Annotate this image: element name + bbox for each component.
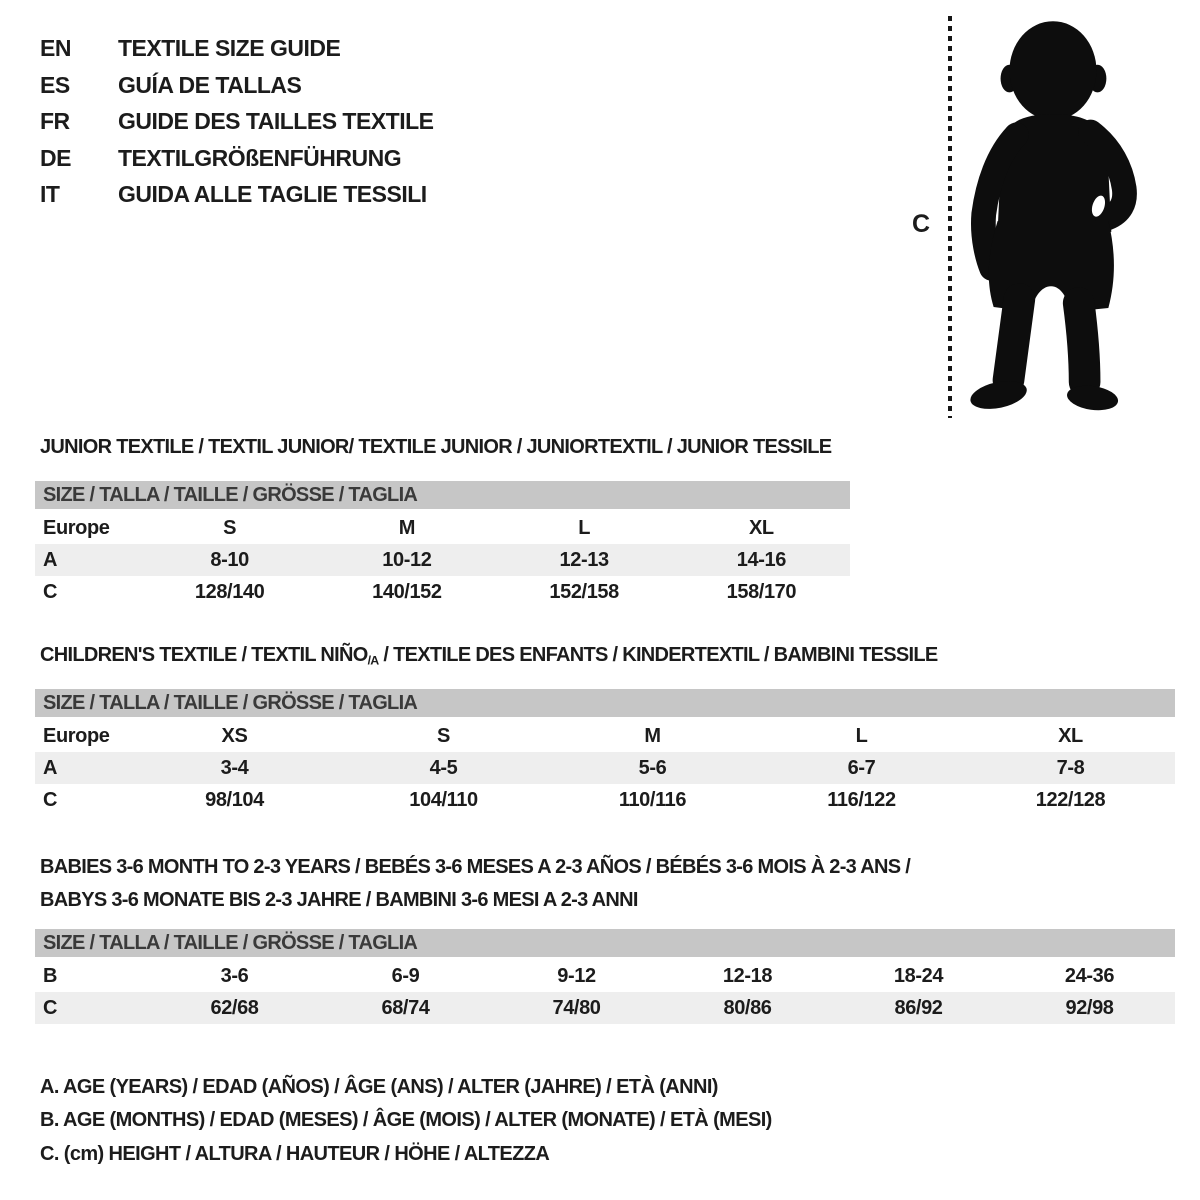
- children-title-part: CHILDREN'S TEXTILE / TEXTIL NIÑO: [40, 644, 368, 666]
- junior-size-table: [35, 481, 850, 608]
- height-cell: 92/98: [1065, 997, 1114, 1019]
- height-cell: 104/110: [409, 789, 478, 811]
- height-cell: 86/92: [894, 997, 943, 1019]
- table-row-height-cm: [35, 576, 850, 608]
- row-label: C: [43, 789, 58, 811]
- babies-size-table: [35, 929, 1175, 1024]
- table-row-height-cm: [35, 992, 1175, 1024]
- size-cell: XL: [748, 517, 774, 539]
- language-code: ES: [40, 71, 70, 98]
- legend-line-b: B. AGE (MONTHS) / EDAD (MESES) / ÂGE (MOIS) / ALTER (MONATE) / ETÀ (MESI): [40, 1109, 772, 1132]
- babies-title-line2: BABYS 3-6 MONATE BIS 2-3 JAHRE / BAMBINI 3-6 MESI A 2-3 ANNI: [40, 889, 638, 911]
- age-cell: 14-16: [736, 549, 786, 571]
- height-cell: 116/122: [827, 789, 896, 811]
- language-row: [40, 67, 434, 104]
- age-cell: 6-9: [391, 965, 420, 987]
- language-code: EN: [40, 35, 71, 61]
- table-row-age-years: [35, 544, 850, 576]
- children-section-title: [40, 644, 938, 667]
- height-cell: 74/80: [552, 997, 601, 1019]
- toddler-silhouette-icon: [962, 14, 1140, 418]
- height-cell: 140/152: [372, 581, 442, 603]
- size-cell: XL: [1058, 725, 1083, 747]
- age-cell: 18-24: [893, 965, 944, 987]
- size-table-header: SIZE / TALLA / TAILLE / GRÖSSE / TAGLIA: [35, 929, 1175, 957]
- height-cell: 62/68: [210, 997, 259, 1019]
- height-cell: 110/116: [618, 789, 687, 811]
- language-row: [40, 30, 434, 67]
- age-cell: 12-13: [559, 549, 609, 571]
- row-label: Europe: [43, 517, 110, 539]
- row-label: A: [43, 549, 58, 571]
- language-guide-title: GUÍA DE TALLAS: [118, 71, 302, 98]
- height-cell: 80/86: [723, 997, 772, 1019]
- table-row-height-cm: [35, 784, 1175, 816]
- size-cell: M: [644, 725, 661, 747]
- junior-section-title: JUNIOR TEXTILE / TEXTIL JUNIOR/ TEXTILE JUNIOR / JUNIORTEXTIL / JUNIOR TESSILE: [40, 436, 832, 458]
- language-row: [40, 103, 434, 140]
- language-code: FR: [40, 108, 70, 134]
- height-dashed-line-icon: [948, 16, 952, 418]
- table-row-age-months: [35, 960, 1175, 992]
- height-cell: 158/170: [726, 581, 797, 603]
- table-row-europe: [35, 512, 850, 544]
- age-cell: 9-12: [557, 965, 596, 987]
- height-measure-label: C: [912, 210, 931, 238]
- row-label: C: [43, 997, 58, 1019]
- measurement-legend: [40, 1071, 772, 1171]
- size-cell: L: [855, 725, 868, 747]
- age-cell: 3-6: [220, 965, 249, 987]
- age-cell: 6-7: [847, 757, 876, 779]
- age-cell: 7-8: [1056, 757, 1085, 779]
- language-title-list: [40, 30, 434, 213]
- height-cell: 152/158: [549, 581, 619, 603]
- language-guide-title: TEXTILGRÖßENFÜHRUNG: [118, 144, 402, 171]
- age-cell: 8-10: [210, 549, 249, 571]
- language-row: [40, 140, 434, 177]
- size-table-header: SIZE / TALLA / TAILLE / GRÖSSE / TAGLIA: [35, 689, 1175, 717]
- language-guide-title: GUIDA ALLE TAGLIE TESSILI: [118, 181, 427, 207]
- children-title-sub: /A: [367, 653, 379, 668]
- row-label: C: [43, 581, 58, 603]
- age-cell: 3-4: [220, 757, 249, 779]
- size-cell: S: [437, 725, 450, 747]
- size-cell: M: [398, 517, 415, 539]
- size-cell: L: [578, 517, 591, 539]
- babies-title-line1: BABIES 3-6 MONTH TO 2-3 YEARS / BEBÉS 3-6 MESES A 2-3 AÑOS / BÉBÉS 3-6 MOIS À 2-3 ANS /: [40, 856, 911, 878]
- table-row-age-years: [35, 752, 1175, 784]
- children-title-part: / TEXTILE DES ENFANTS / KINDERTEXTIL / BAMBINI TESSILE: [378, 644, 938, 666]
- row-label: A: [43, 757, 58, 779]
- language-code: DE: [40, 144, 71, 171]
- row-label: B: [43, 965, 58, 987]
- size-cell: S: [223, 517, 237, 539]
- age-cell: 5-6: [638, 757, 667, 779]
- language-code: IT: [40, 181, 60, 207]
- size-table-header: SIZE / TALLA / TAILLE / GRÖSSE / TAGLIA: [35, 481, 850, 509]
- language-guide-title: GUIDE DES TAILLES TEXTILE: [118, 108, 434, 134]
- language-guide-title: TEXTILE SIZE GUIDE: [118, 35, 341, 61]
- babies-section-title: [40, 851, 910, 917]
- legend-line-c: C. (cm) HEIGHT / ALTURA / HAUTEUR / HÖHE / ALTEZZA: [40, 1142, 550, 1165]
- height-cell: 98/104: [205, 789, 264, 811]
- legend-line-a: A. AGE (YEARS) / EDAD (AÑOS) / ÂGE (ANS) / ALTER (JAHRE) / ETÀ (ANNI): [40, 1076, 718, 1098]
- children-size-table: [35, 689, 1175, 816]
- size-cell: XS: [221, 725, 248, 747]
- height-cell: 68/74: [381, 997, 430, 1019]
- row-label: Europe: [43, 725, 110, 747]
- language-row: [40, 176, 434, 213]
- age-cell: 24-36: [1064, 965, 1115, 987]
- table-row-europe: [35, 720, 1175, 752]
- age-cell: 4-5: [429, 757, 458, 779]
- height-cell: 122/128: [1035, 789, 1106, 811]
- age-cell: 10-12: [382, 549, 432, 571]
- height-cell: 128/140: [194, 581, 265, 603]
- age-cell: 12-18: [722, 965, 773, 987]
